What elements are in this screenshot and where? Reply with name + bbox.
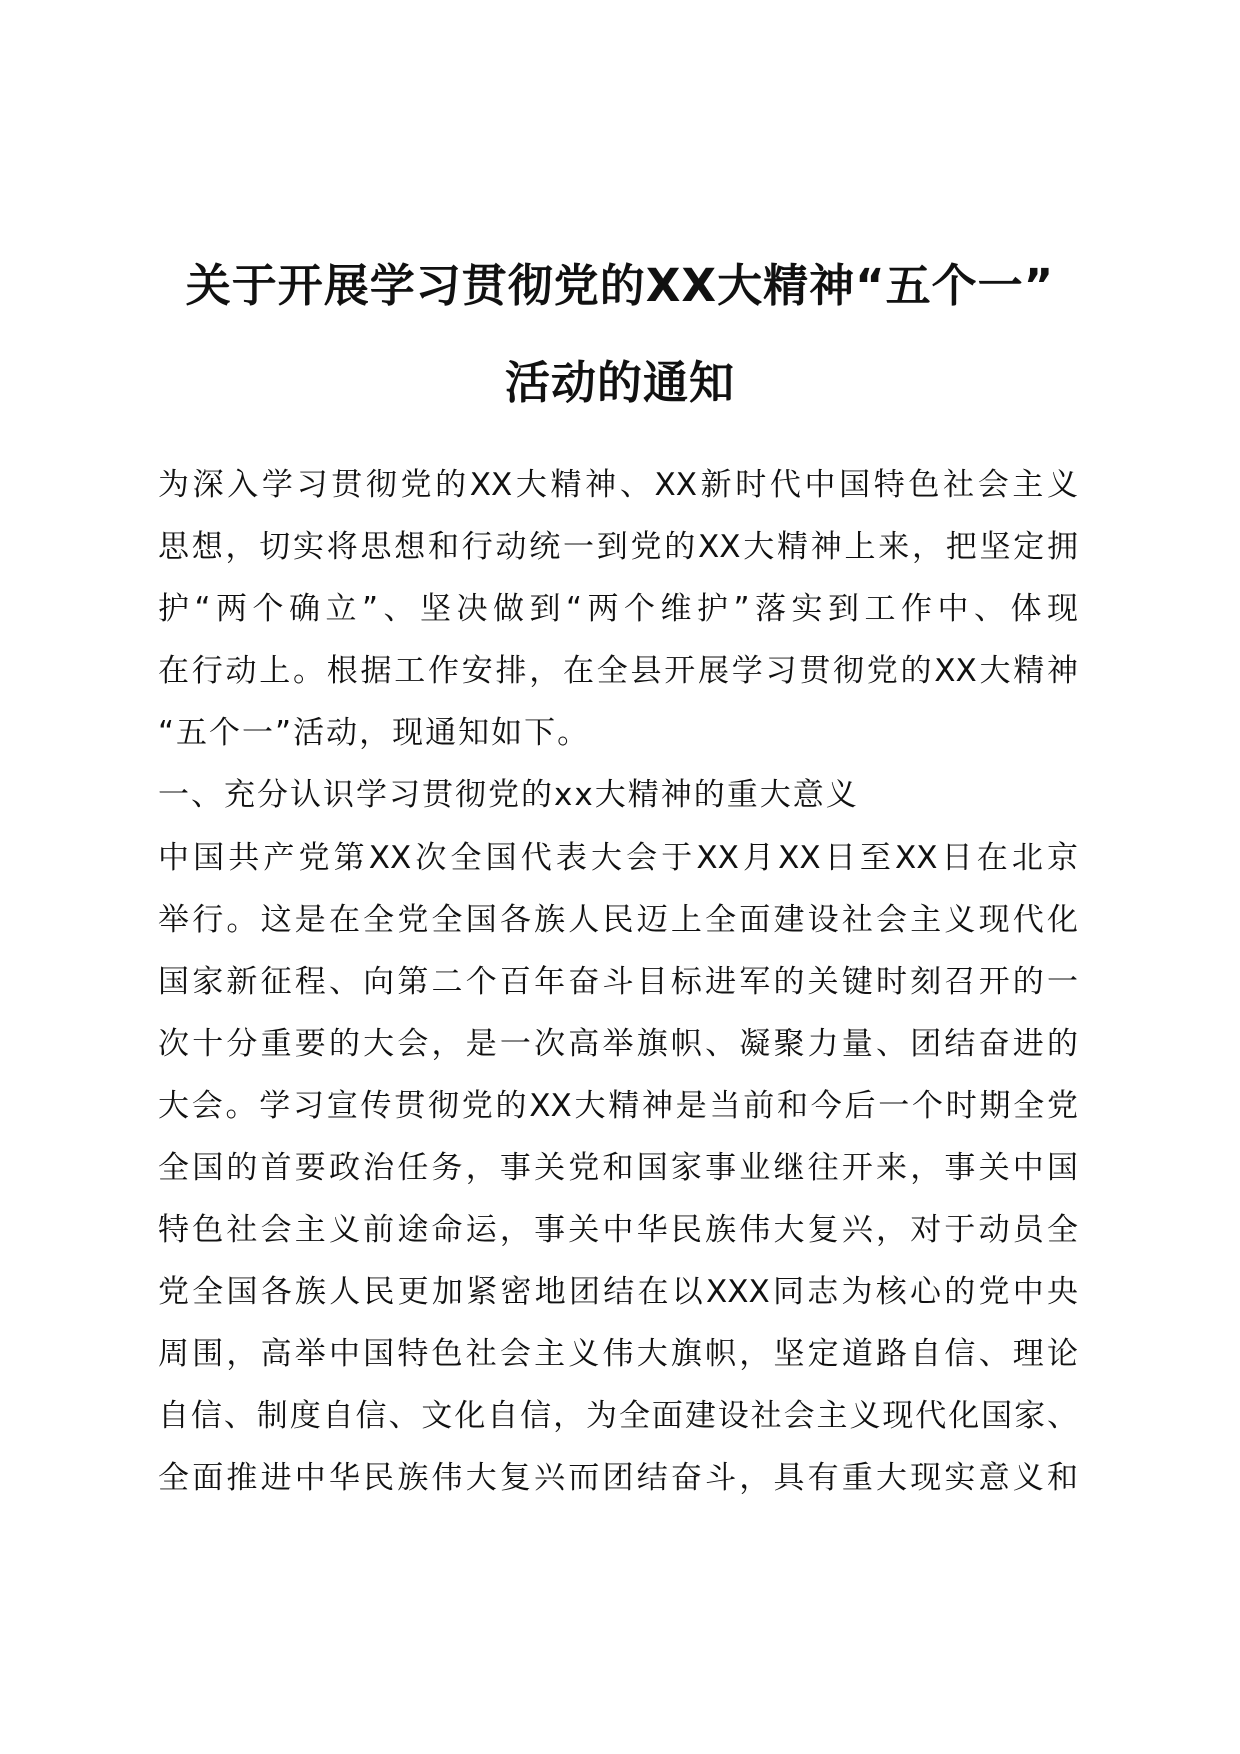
body-line-14: 党全国各族人民更加紧密地团结在以XXX同志为核心的党中央 xyxy=(158,1274,1078,1310)
body-line-12: 全国的首要政治任务，事关党和国家事业继往开来，事关中国 xyxy=(158,1150,1078,1186)
body-line-5: “五个一”活动，现通知如下。 xyxy=(158,715,591,751)
document-title-line-1: 关于开展学习贯彻党的XX大精神“五个一” xyxy=(185,259,1055,312)
body-line-16: 自信、制度自信、文化自信，为全面建设社会主义现代化国家、 xyxy=(158,1398,1078,1434)
section-heading-1: 一、充分认识学习贯彻党的xx大精神的重大意义 xyxy=(158,777,859,813)
body-line-7: 中国共产党第XX次全国代表大会于XX月XX日至XX日在北京 xyxy=(158,840,1078,876)
body-line-2: 思想，切实将思想和行动统一到党的XX大精神上来，把坚定拥 xyxy=(158,529,1078,565)
body-line-17: 全面推进中华民族伟大复兴而团结奋斗，具有重大现实意义和 xyxy=(158,1460,1078,1496)
document-title-line-2: 活动的通知 xyxy=(504,356,735,409)
body-line-15: 周围，高举中国特色社会主义伟大旗帜，坚定道路自信、理论 xyxy=(158,1336,1078,1372)
body-line-10: 次十分重要的大会，是一次高举旗帜、凝聚力量、团结奋进的 xyxy=(158,1026,1078,1062)
body-line-8: 举行。这是在全党全国各族人民迈上全面建设社会主义现代化 xyxy=(158,902,1078,938)
body-line-4: 在行动上。根据工作安排，在全县开展学习贯彻党的XX大精神 xyxy=(158,653,1078,689)
body-line-9: 国家新征程、向第二个百年奋斗目标进军的关键时刻召开的一 xyxy=(158,964,1078,1000)
body-line-3: 护“两个确立”、坚决做到“两个维护”落实到工作中、体现 xyxy=(158,591,1078,627)
body-line-11: 大会。学习宣传贯彻党的XX大精神是当前和今后一个时期全党 xyxy=(158,1088,1078,1124)
body-line-1: 为深入学习贯彻党的XX大精神、XX新时代中国特色社会主义 xyxy=(158,467,1078,503)
body-line-13: 特色社会主义前途命运，事关中华民族伟大复兴，对于动员全 xyxy=(158,1212,1078,1248)
